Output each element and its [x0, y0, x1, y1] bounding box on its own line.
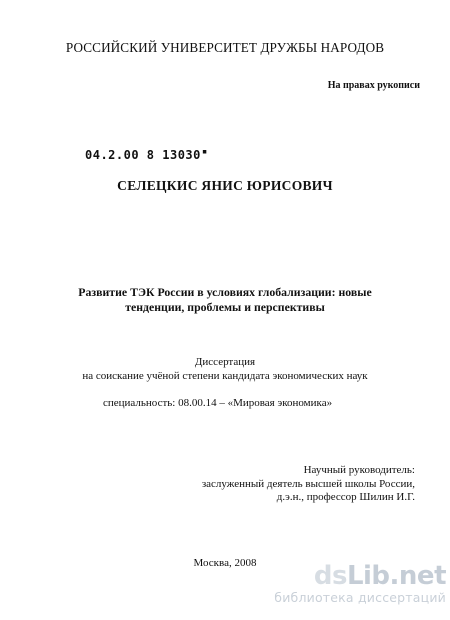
author-name: СЕЛЕЦКИС ЯНИС ЮРИСОВИЧ — [117, 178, 333, 193]
university-heading: РОССИЙСКИЙ УНИВЕРСИТЕТ ДРУЖБЫ НАРОДОВ — [65, 40, 385, 55]
catalog-code — [85, 147, 208, 162]
thesis-title-line-1: Развитие ТЭК России в условиях глобализации: новые — [78, 285, 372, 299]
city-year: Москва, 2008 — [193, 557, 257, 569]
dslib-watermark — [266, 562, 446, 606]
dslib-logo-prefix: ds — [313, 561, 347, 591]
catalog-code-text: 04.2.00 8 13030 — [85, 148, 201, 162]
degree-line: на соискание учёной степени кандидата экономических наук — [82, 370, 368, 382]
supervisor-name: д.э.н., профессор Шилин И.Г. — [276, 491, 415, 503]
catalog-code-mark: ▪ — [201, 147, 208, 157]
dslib-logo — [266, 562, 446, 590]
rights-notice: На правах рукописи — [327, 80, 420, 91]
dslib-subtitle: библиотека диссертаций — [274, 590, 446, 605]
thesis-title-line-2: тенденции, проблемы и перспективы — [125, 300, 325, 314]
specialty-line: специальность: 08.00.14 – «Мировая экономика» — [103, 397, 333, 409]
dslib-logo-main: Lib.net — [346, 561, 446, 591]
supervisor-title: заслуженный деятель высшей школы России, — [201, 478, 415, 490]
supervisor-label: Научный руководитель: — [303, 464, 415, 476]
dissertation-type: Диссертация — [194, 356, 256, 368]
